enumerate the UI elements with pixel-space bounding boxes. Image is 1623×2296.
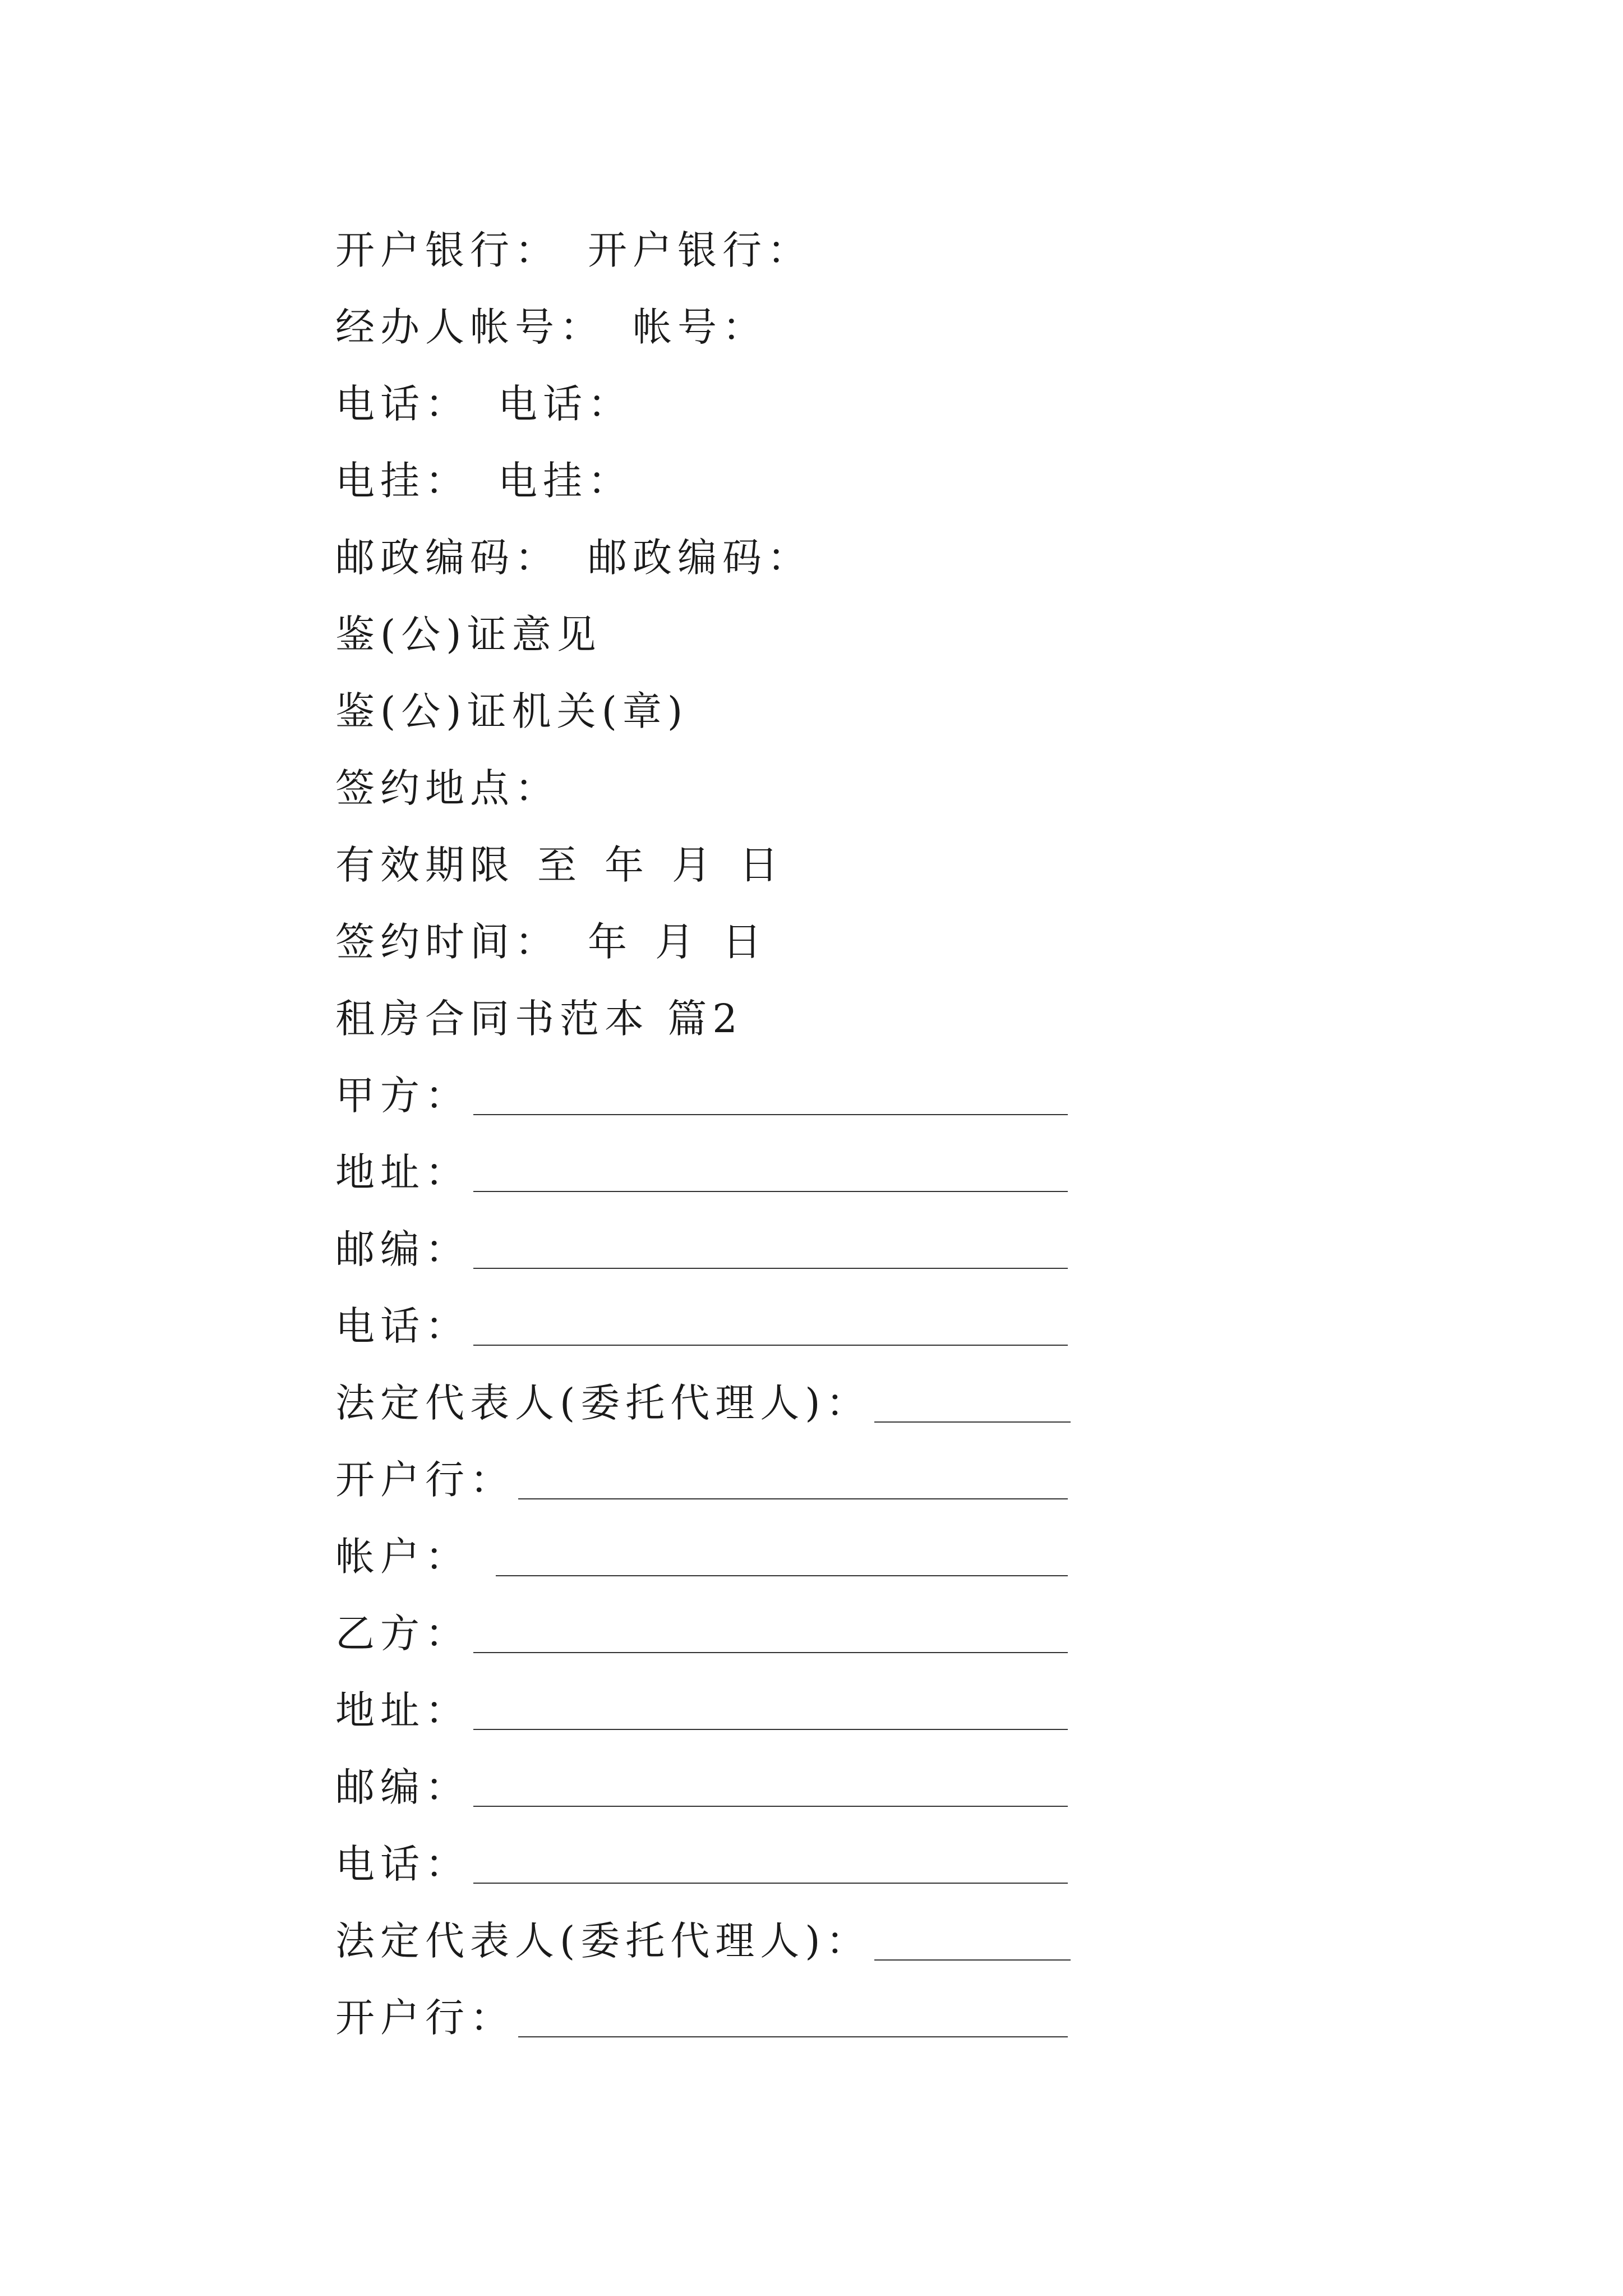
party-a-account-line (335, 1515, 1401, 1592)
party-b-phone-blank[interactable] (473, 1849, 1068, 1884)
party-a-postcode-label: 邮编： (335, 1226, 470, 1272)
party-a-legal-rep-label: 法定代表人(委托代理人)： (335, 1380, 871, 1426)
postcode-label-a: 邮政编码： (335, 535, 560, 581)
postcode-line (335, 516, 1401, 593)
party-a-postcode-line (335, 1208, 1401, 1285)
party-a-address-label: 地址： (335, 1149, 470, 1195)
sign-time-line (335, 900, 1401, 977)
validity-year: 年 (605, 842, 649, 888)
party-b-legal-rep-blank[interactable] (874, 1926, 1071, 1961)
section-title-text: 租房合同书范本 篇2 (335, 996, 743, 1042)
party-b-address-label: 地址： (335, 1687, 470, 1733)
party-a-bank-blank[interactable] (518, 1465, 1068, 1499)
phone-label-b: 电话： (498, 381, 633, 427)
party-a-phone-line (335, 1285, 1401, 1361)
party-b-phone-line (335, 1823, 1401, 1899)
party-b-postcode-line (335, 1746, 1401, 1823)
section-title (335, 977, 1401, 1054)
cable-line (335, 439, 1401, 516)
party-b-postcode-label: 邮编： (335, 1764, 470, 1810)
party-a-phone-label: 电话： (335, 1303, 470, 1349)
account-label-b: 帐号： (633, 304, 767, 350)
party-b-name-blank[interactable] (473, 1618, 1068, 1653)
account-line (335, 286, 1401, 362)
party-b-bank-blank[interactable] (518, 2003, 1068, 2037)
party-a-account-label: 帐户： (335, 1534, 470, 1580)
party-b-address-line (335, 1669, 1401, 1746)
notary-office (335, 670, 1401, 747)
party-a-account-blank[interactable] (496, 1542, 1068, 1576)
cable-label-a: 电挂： (335, 458, 470, 504)
party-b-phone-label: 电话： (335, 1841, 470, 1887)
sign-place (335, 747, 1401, 823)
phone-line (335, 362, 1401, 439)
notary-opinion (335, 593, 1401, 670)
sign-time-label: 签约时间： (335, 919, 560, 965)
party-a-name-label: 甲方： (335, 1073, 470, 1119)
party-a-legal-rep-line (335, 1361, 1401, 1438)
party-b-name-label: 乙方： (335, 1611, 470, 1657)
document-body (335, 209, 1401, 2053)
validity-label: 有效期限 (335, 842, 515, 888)
sign-place-label: 签约地点： (335, 765, 560, 811)
party-b-name-line (335, 1592, 1401, 1669)
party-b-address-blank[interactable] (473, 1695, 1068, 1730)
bank-line (335, 209, 1401, 286)
party-b-bank-label: 开户行： (335, 1995, 515, 2041)
account-label-a: 经办人帐号： (335, 304, 605, 350)
validity-to: 至 (537, 842, 582, 888)
sign-time-month: 月 (655, 919, 700, 965)
postcode-label-b: 邮政编码： (588, 535, 812, 581)
validity-month: 月 (672, 842, 717, 888)
validity-day: 日 (739, 842, 784, 888)
party-a-name-line (335, 1054, 1401, 1131)
sign-time-year: 年 (588, 919, 633, 965)
party-b-postcode-blank[interactable] (473, 1772, 1068, 1807)
sign-time-day: 日 (722, 919, 767, 965)
party-b-bank-line (335, 1976, 1401, 2053)
notary-office-text: 鉴(公)证机关(章) (335, 688, 689, 734)
party-a-address-blank[interactable] (473, 1157, 1068, 1192)
party-b-legal-rep-line (335, 1899, 1401, 1976)
cable-label-b: 电挂： (498, 458, 633, 504)
bank-label-a: 开户银行： (335, 227, 560, 273)
validity-line (335, 823, 1401, 900)
party-a-legal-rep-blank[interactable] (874, 1388, 1071, 1423)
party-a-address-line (335, 1131, 1401, 1208)
party-a-postcode-blank[interactable] (473, 1234, 1068, 1269)
phone-label-a: 电话： (335, 381, 470, 427)
bank-label-b: 开户银行： (588, 227, 812, 273)
party-a-bank-line (335, 1438, 1401, 1515)
party-a-bank-label: 开户行： (335, 1457, 515, 1503)
party-a-name-blank[interactable] (473, 1080, 1068, 1115)
notary-opinion-text: 鉴(公)证意见 (335, 611, 602, 657)
party-b-legal-rep-label: 法定代表人(委托代理人)： (335, 1918, 871, 1964)
party-a-phone-blank[interactable] (473, 1311, 1068, 1346)
